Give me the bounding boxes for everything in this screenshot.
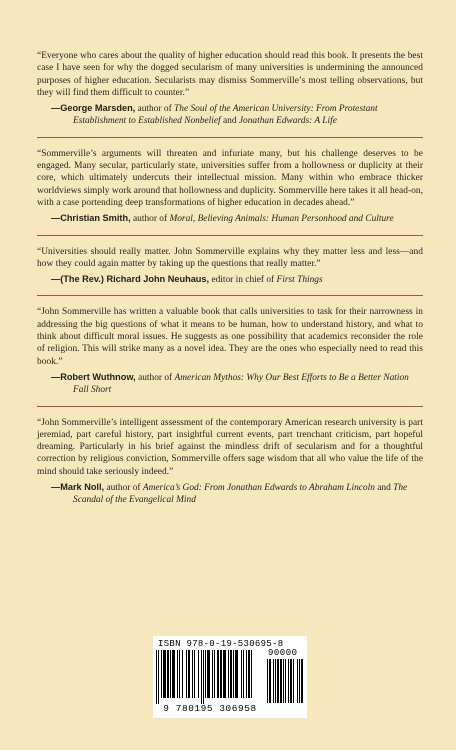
work-title: Moral, Believing Animals: Human Personhood and Culture [169,214,394,225]
barcode-bar [283,659,284,703]
barcode-bar [167,650,169,698]
barcode-bar [293,659,294,703]
barcode-bar [186,650,187,698]
barcode-bar [158,650,159,704]
barcode-bar [212,650,213,698]
blurb-marsden [37,50,423,128]
author-name: Christian Smith, [60,213,131,224]
blurb-attribution [51,371,423,397]
work-title: Jonathan Edwards: A Life [238,116,337,127]
blurb-quote: “John Sommerville’s intelligent assessment of the contemporary American research university is part jeremiad, part careful history, part insightful current events, part trenchant criticism, part hopeful dreaming. Particularly in his brief against the mindless drift of secularism and for a thoughtful correction by religious conviction, Sommerville offers sage wisdom that all who value the life of the mind should take seriously indeed.” [37,417,423,477]
blurb-quote: “Sommerville’s arguments will threaten and infuriate many, but his challenge deserves to be engaged. Many secular, particularly state, universities suffer from a hollowness or duplicity at their core, which ultimately undercuts their intellectual mission. Many within who embrace thicker worldviews simply work around that hollowness and duplicity. Sommerville here takes it all head-on, with a case portending deep transformations of higher education in decades ahead.” [37,148,423,208]
barcode-bar [198,650,199,698]
author-name: (The Rev.) Richard John Neuhaus, [60,274,210,285]
barcode-bar [182,650,183,698]
barcode-bar [161,650,162,698]
barcode-bar [217,650,219,698]
blurb-attribution [51,481,423,507]
barcode-bar [290,659,292,703]
barcode-bar [188,650,190,698]
barcode-bar [203,650,204,704]
barcode-bar [207,650,210,698]
attribution-text: and [220,116,239,127]
back-cover-blurbs [37,50,423,507]
barcode-bar [273,659,274,703]
addon-code: 90000 [268,648,298,658]
barcode-bar [192,650,193,698]
blurb-quote: “Everyone who cares about the quality of higher education should read this book. It presents the best case I have seen for why the dogged secularism of many universities is undermining the announced purposes of higher education. Secularists may dismiss Sommerville’s most telling observations, but they will find them difficult to counter.” [37,51,423,98]
divider-rule [37,137,423,138]
barcode-bar [299,659,300,703]
blurb-attribution [51,212,423,225]
ean-barcode-bars [156,650,266,704]
barcode-bar [297,659,298,703]
barcode-bar [179,650,180,698]
blurb-attribution [51,102,423,128]
barcode-bar [220,650,222,698]
barcode-bar [223,650,226,698]
barcode-bar [277,659,279,703]
barcode-bar [170,650,171,698]
blurb-quote: “John Sommerville has written a valuable book that calls universities to task for their narrowness in addressing the big questions of what it means to be human, how to understand history, and what to think about difficult moral issues. He suggests as one possibility that academics reconsider the role of religion. This will strike many as a novel idea. They are the ones who especially need to read this book.” [37,307,423,367]
attribution-text: author of [130,214,170,225]
work-title: The Scandal of the Evangelical Mind [73,483,408,506]
attribution-text: editor in chief of [209,275,277,286]
divider-rule [37,295,423,296]
barcode-bar [163,650,166,698]
work-title: The Soul of the American University: From Protestant Establishment to Established Nonbelief [73,104,378,127]
barcode-bar [241,650,242,698]
author-name: George Marsden, [60,103,136,114]
blurb-neuhaus [37,246,423,287]
barcode-bar [251,650,252,698]
blurb-wuthnow [37,306,423,396]
blurb-attribution [51,273,423,286]
divider-rule [37,235,423,236]
work-title: First Things [276,275,323,286]
author-name: Mark Noll, [60,482,105,493]
barcode-bar [230,650,232,698]
work-title: American Mythos: Why Our Best Efforts to Be a Better Nation Fall Short [73,372,409,396]
blurb-smith [37,148,423,226]
barcode-bar [235,650,238,698]
addon-barcode-bars [267,659,303,704]
isbn-label: ISBN 978-0-19-530695-8 [158,639,284,649]
em-dash: — [51,371,61,382]
barcode-bar [214,650,215,698]
barcode-bar [288,659,289,703]
barcode-bar [301,659,303,703]
attribution-text: author of [135,372,175,383]
em-dash: — [51,103,61,114]
barcode-bar [177,650,178,698]
blurb-quote: “Universities should really matter. John Sommerville explains why they matter less and less—and how they could again matter by taking up the questions that really matter.” [37,246,423,269]
barcode-bar [201,650,202,704]
em-dash: — [51,482,61,493]
barcode-bar [269,659,271,703]
em-dash: — [51,274,61,285]
blurb-noll [37,417,423,507]
barcode-bar [233,650,234,698]
barcode-bar [275,659,276,703]
barcode-bar [172,650,175,698]
barcode-bar [228,650,229,698]
barcode-bar [280,659,282,703]
divider-rule [37,406,423,407]
barcode-bar [156,650,157,704]
barcode-bar [285,659,286,703]
work-title: America’s God: From Jonathan Edwards to Abraham Lincoln [142,483,375,494]
barcode-bar [246,650,247,698]
barcode-bar [194,650,195,698]
attribution-text: and [374,483,394,494]
barcode-bar [205,650,206,698]
author-name: Robert Wuthnow, [60,371,136,382]
em-dash: — [51,213,61,224]
barcode-bar [267,659,268,703]
barcode-bar [243,650,244,698]
attribution-text: author of [104,483,143,494]
barcode-bar [248,650,250,698]
isbn-barcode [153,636,307,718]
attribution-text: author of [135,104,175,115]
ean-digits: 9 780195 306958 [163,703,257,714]
